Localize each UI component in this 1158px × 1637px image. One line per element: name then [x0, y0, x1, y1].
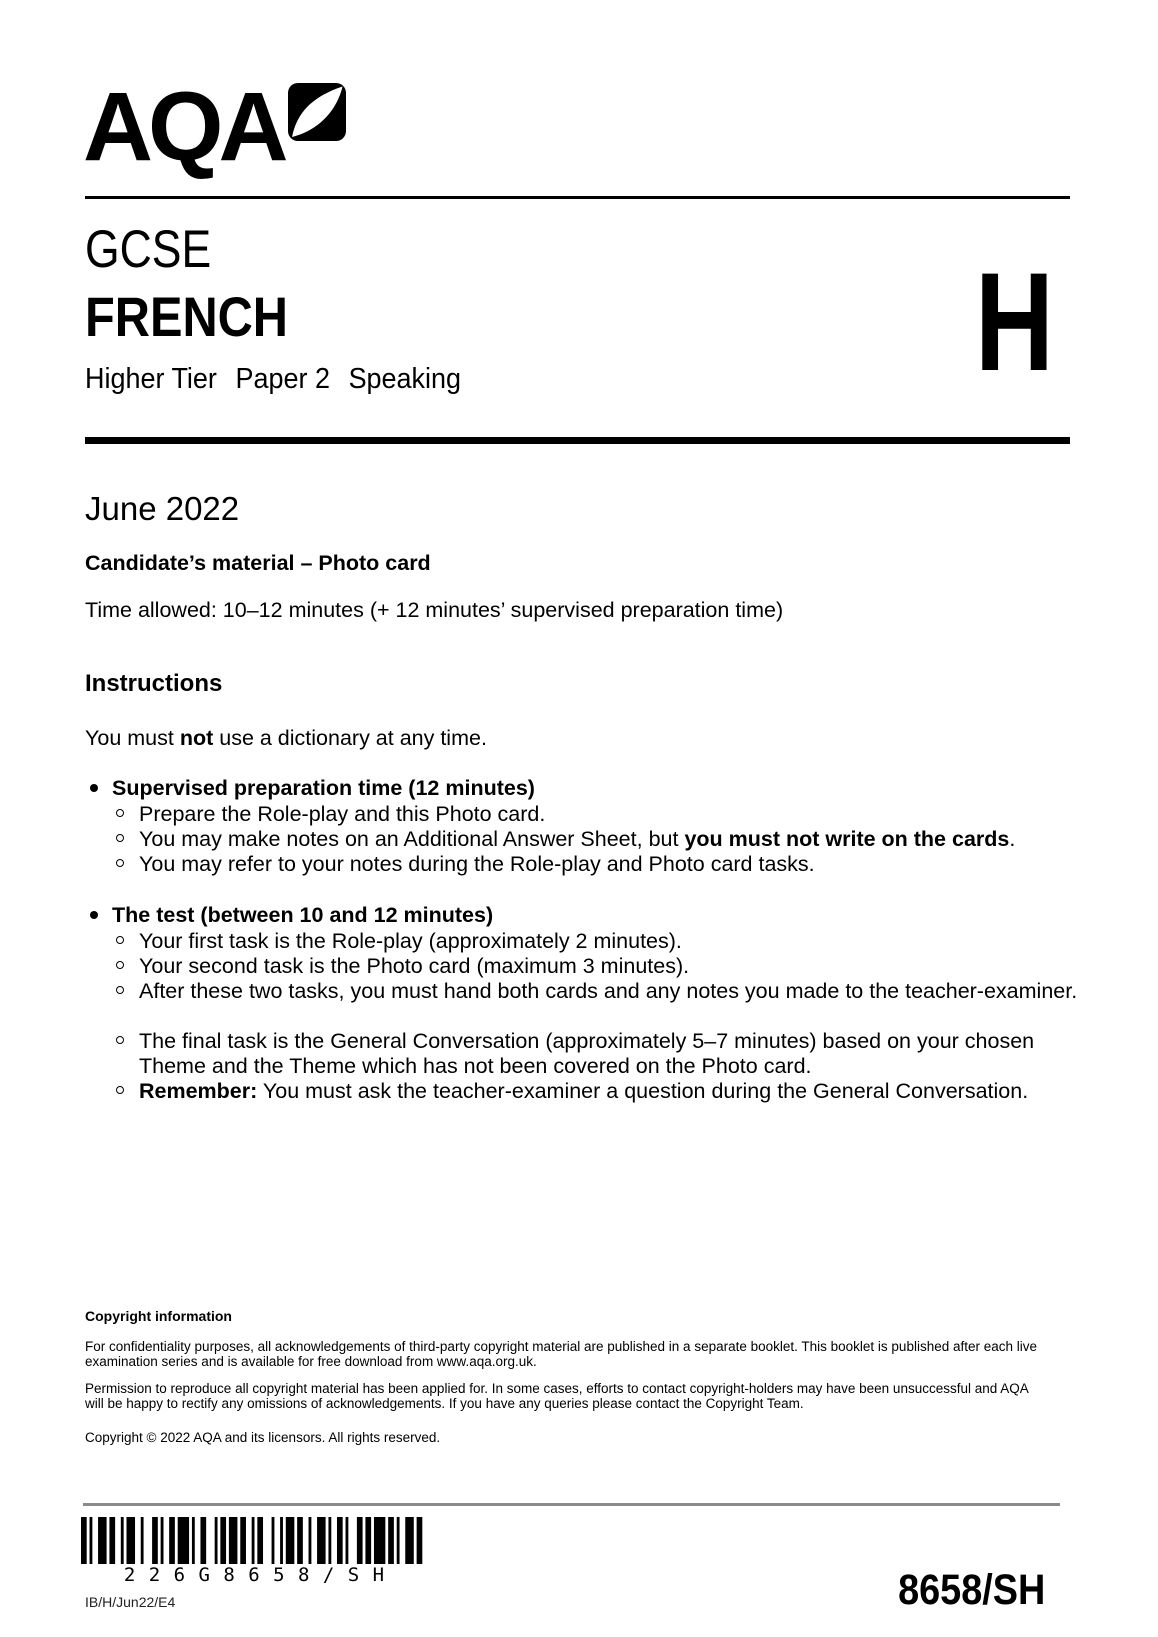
exam-session: June 2022 [85, 490, 240, 527]
barcode-digits: 2 2 6 G 8 6 5 8 / S H [81, 1564, 428, 1586]
material-line: Candidate’s material – Photo card [85, 551, 431, 575]
list-item [139, 1079, 1079, 1104]
paper-label: Paper 2 [235, 363, 330, 395]
dictionary-rule-line [85, 726, 487, 751]
list-item: Prepare the Role-play and this Photo card. [139, 802, 1079, 827]
title-rule [85, 437, 1070, 444]
dictionary-rule-pre: You must [85, 726, 180, 750]
list-item-bold-text: Remember: [139, 1079, 258, 1103]
paper-code: 8658/SH [897, 1566, 1045, 1614]
list-item: Your first task is the Role-play (approximately 2 minutes). [139, 929, 1079, 954]
subject-title: FRENCH [85, 285, 288, 348]
barcode [81, 1517, 428, 1567]
instructions-heading: Instructions [85, 670, 223, 697]
header-rule [85, 196, 1070, 199]
test-section-heading: The test (between 10 and 12 minutes) [112, 903, 494, 927]
list-item: You may refer to your notes during the Role-play and Photo card tasks. [139, 852, 1079, 877]
list-item: The final task is the General Conversation (approximately 5–7 minutes) based on your chosen Theme and the Theme which has not been covered on the Photo card. [139, 1029, 1079, 1079]
list-item: Your second task is the Photo card (maximum 3 minutes). [139, 954, 1079, 979]
reference-code: IB/H/Jun22/E4 [85, 1594, 176, 1610]
dictionary-rule-post: use a dictionary at any time. [213, 726, 487, 750]
list-item-text: You may make notes on an Additional Answer Sheet, but [139, 827, 685, 851]
aqa-logo-text: AQA [83, 72, 284, 181]
aqa-leaf-icon [288, 83, 346, 141]
list-item-text: . [1009, 827, 1016, 851]
list-item-bold-text: you must not write on the cards [684, 827, 1010, 851]
prep-section-heading: Supervised preparation time (12 minutes) [112, 776, 535, 800]
qualification-title: GCSE [85, 220, 212, 279]
footer-rule [83, 1503, 1060, 1506]
copyright-paragraph: For confidentiality purposes, all acknowledgements of third-party copyright material are published in a separate booklet. This booklet is published after each live examination series and is available for free download from www.aqa.org.uk. [85, 1339, 1038, 1369]
paper-subtitle [85, 364, 480, 396]
dictionary-rule-bold: not [179, 726, 214, 750]
tier-badge-letter: H [975, 243, 1054, 400]
list-item-text: You must ask the teacher-examiner a question during the General Conversation. [257, 1079, 1029, 1103]
list-item-text: teacher-examiner. [905, 979, 1078, 1003]
mode-label: Speaking [348, 363, 462, 395]
list-item [139, 979, 1079, 1004]
copyright-notice: Copyright © 2022 AQA and its licensors. All rights reserved. [85, 1430, 441, 1445]
tier-label: Higher Tier [85, 363, 217, 395]
copyright-heading: Copyright information [85, 1308, 232, 1324]
time-allowed-line: Time allowed: 10–12 minutes (+ 12 minutes’ supervised preparation time) [85, 598, 784, 622]
list-item [139, 827, 1079, 852]
copyright-paragraph: Permission to reproduce all copyright material has been applied for. In some cases, efforts to contact copyright-holders may have been unsuccessful and AQA will be happy to rectify any omissions of acknowledgements. If you have any queries please contact the Copyright Team. [85, 1381, 1029, 1411]
list-item-text: After these two tasks, you must hand both cards and any notes you made to the [139, 979, 906, 1003]
